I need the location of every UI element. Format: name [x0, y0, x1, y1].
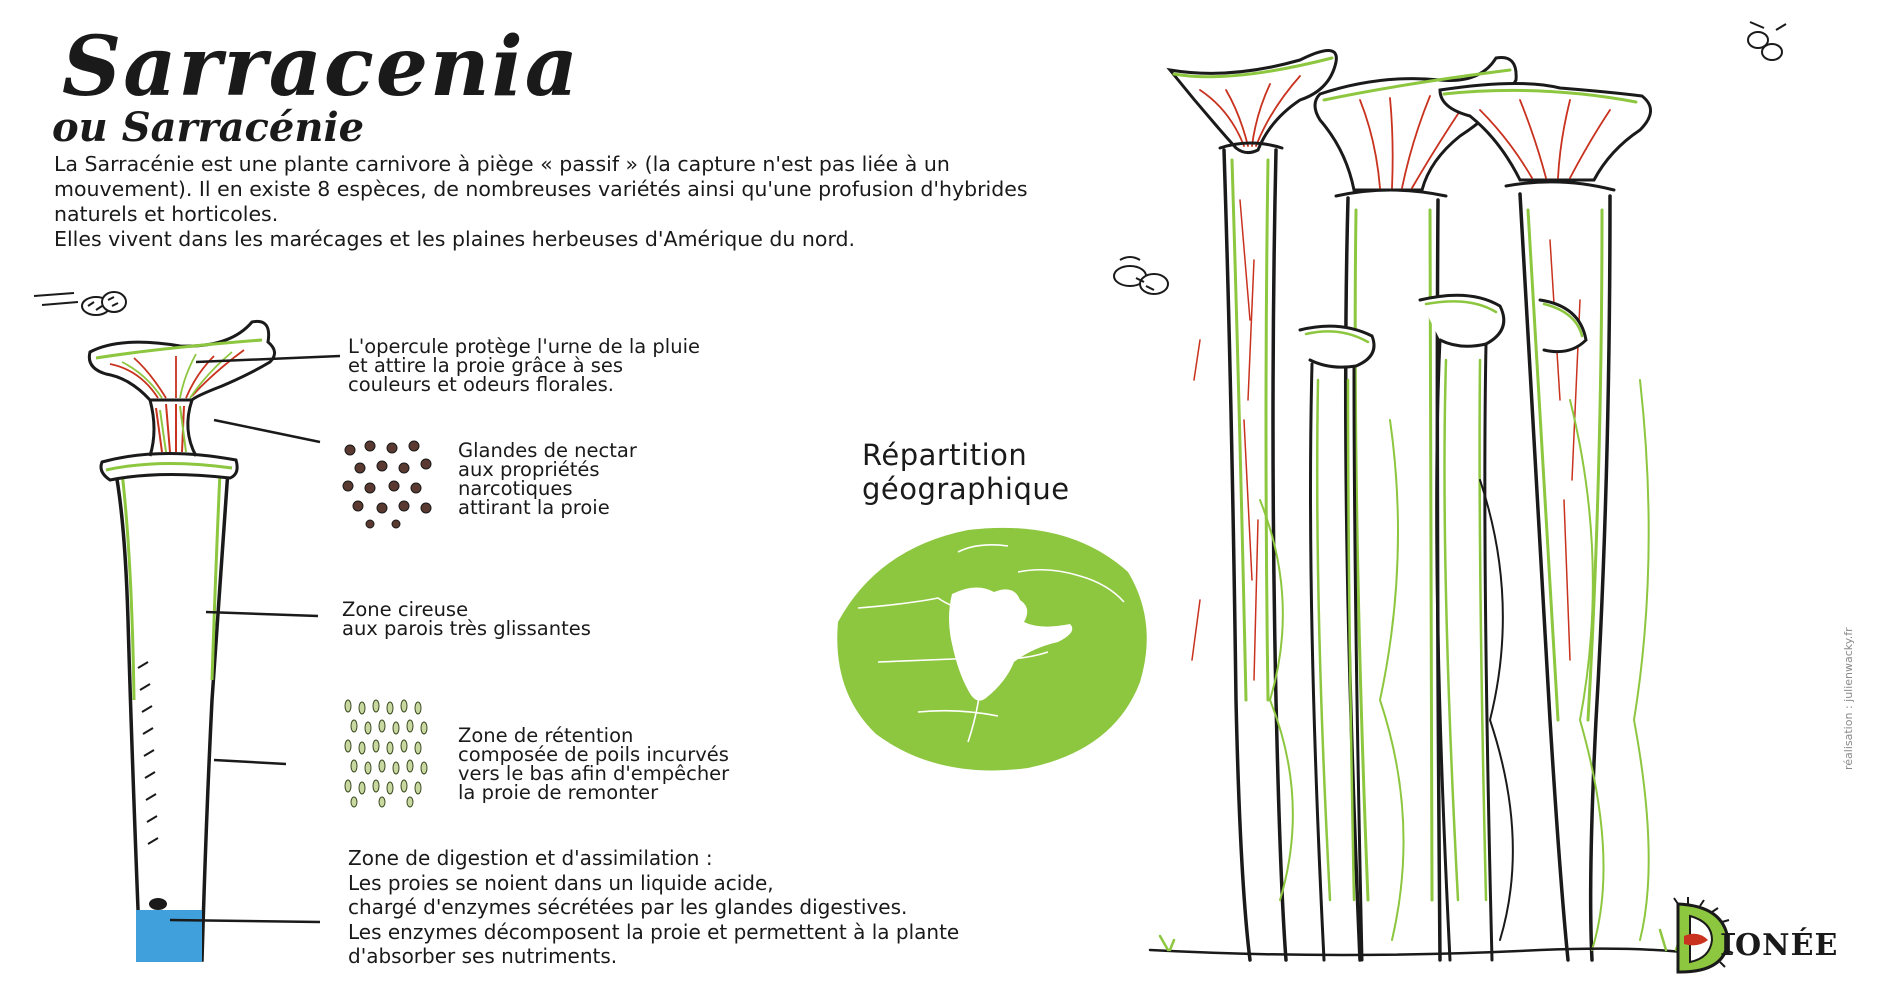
pitcher-tube-outline: [115, 468, 228, 960]
fly-icon: [1748, 22, 1786, 60]
distribution-globe: [818, 512, 1158, 772]
retention-zone-label: Zone de rétention composée de poils incurvés vers le bas afin d'empêcher la proie de remonter: [458, 724, 730, 804]
wax-zone-label: Zone cireuse aux parois très glissantes: [342, 598, 591, 640]
nectar-glands-illustration: [340, 438, 440, 528]
page-subtitle: ou Sarracénie: [52, 104, 365, 151]
map-title: Répartition géographique: [862, 438, 1070, 506]
credit-text: réalisation : julienwacky.fr: [1842, 627, 1855, 770]
page-title: Sarracenia: [62, 19, 580, 115]
dionee-logo-text: IONÉE: [1720, 928, 1839, 963]
nectar-glands-label: Glandes de nectar aux propriétés narcotiques attirant la proie: [458, 439, 637, 519]
fly-icon: [34, 292, 126, 315]
ground-line: [1150, 949, 1700, 955]
intro-paragraph-1: La Sarracénie est une plante carnivore à piège « passif » (la capture n'est pas liée à un mouvement). Il en existe 8 espèces, de nombreuses variétés ainsi qu'une profusion d'hybrides naturels et horticoles.: [54, 152, 1028, 226]
intro-paragraph-2: Elles vivent dans les marécages et les plaines herbeuses d'Amérique du nord.: [54, 227, 856, 251]
dionee-logo: [1668, 896, 1878, 976]
operculum-label: L'opercule protège l'urne de la pluie et attire la proie grâce à ses couleurs et odeurs florales.: [348, 335, 700, 396]
retention-hairs-illustration: [340, 698, 436, 810]
digestive-liquid: [136, 910, 202, 962]
digestion-zone-label: Zone de digestion et d'assimilation : Les proies se noient dans un liquide acide, chargé d'enzymes sécrétées par les glandes digestives. Les enzymes décomposent la proie et permettent à la plante d'absorber ses nutriments.: [348, 846, 960, 968]
sarracenia-plant-illustration: [1140, 0, 1900, 1000]
